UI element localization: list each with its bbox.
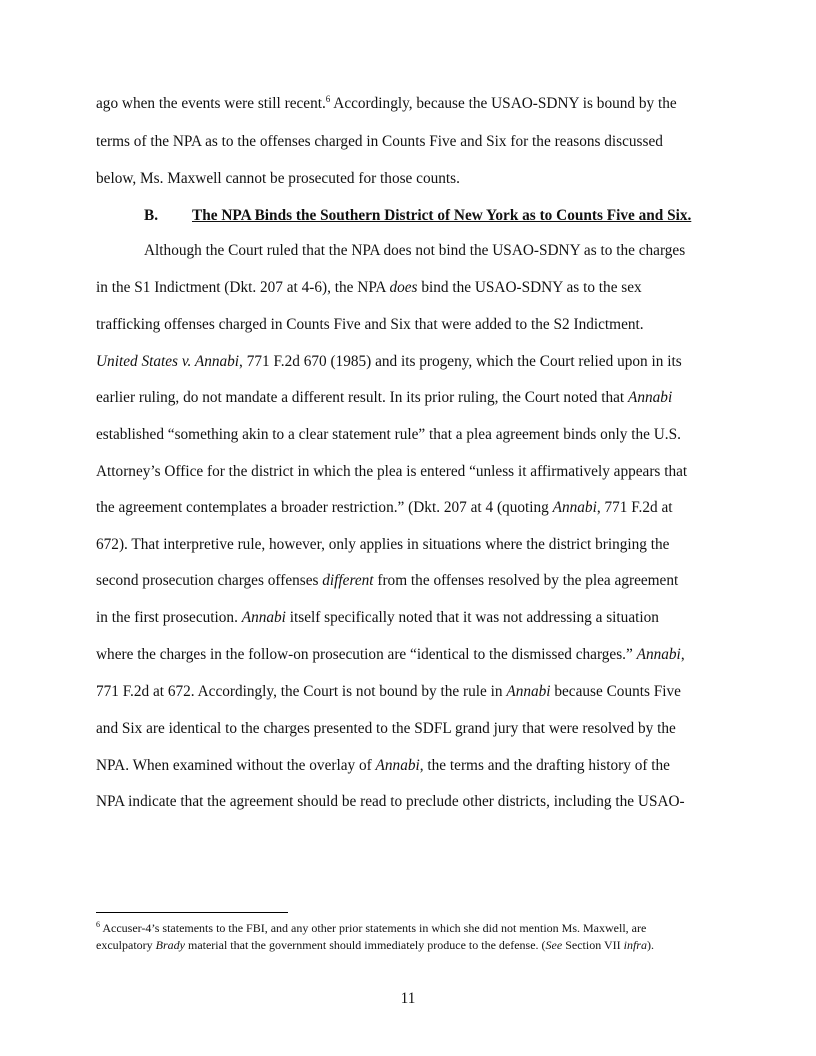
para-line bbox=[96, 756, 670, 776]
emphasis: does bbox=[389, 279, 418, 296]
text: Section VII bbox=[562, 938, 624, 952]
text: , 771 F.2d 670 (1985) and its progeny, which the Court relied upon in its bbox=[239, 353, 682, 370]
para-line: Attorney’s Office for the district in which the plea is entered “unless it affirmatively appears that bbox=[96, 463, 688, 480]
text: material that the government should immediately produce to the defense. ( bbox=[184, 938, 546, 952]
text: 771 F.2d at 672. Accordingly, the Court is not bound by the rule in bbox=[96, 683, 507, 700]
para-line: Although the Court ruled that the NPA does not bind the USAO-SDNY as to the charges bbox=[144, 242, 686, 259]
case-citation: United States v. Annabi bbox=[96, 353, 240, 370]
text: , bbox=[680, 646, 685, 663]
footnote-divider bbox=[96, 912, 288, 913]
text: ). bbox=[646, 938, 654, 952]
text: , 771 F.2d at bbox=[596, 499, 673, 516]
para-line bbox=[96, 571, 678, 591]
case-citation: Annabi bbox=[552, 499, 597, 516]
para-line bbox=[96, 608, 659, 628]
page-number: 11 bbox=[400, 990, 416, 1007]
text: in the S1 Indictment (Dkt. 207 at 4-6), the NPA bbox=[96, 279, 390, 296]
text: second prosecution charges offenses bbox=[96, 572, 323, 589]
text: bind the USAO-SDNY as to the sex bbox=[417, 279, 642, 296]
case-citation: Annabi bbox=[636, 646, 681, 663]
text: the agreement contemplates a broader restriction.” (Dkt. 207 at 4 (quoting bbox=[96, 499, 553, 516]
case-citation: Annabi bbox=[506, 683, 551, 700]
body-line: below, Ms. Maxwell cannot be prosecuted for those counts. bbox=[96, 170, 460, 187]
para-line bbox=[96, 278, 642, 298]
para-line: trafficking offenses charged in Counts Five and Six that were added to the S2 Indictment. bbox=[96, 316, 644, 333]
text: , the terms and the drafting history of the bbox=[419, 757, 670, 774]
para-line bbox=[96, 645, 685, 665]
para-line bbox=[96, 498, 673, 518]
case-citation: Annabi bbox=[375, 757, 420, 774]
section-title: The NPA Binds the Southern District of New York as to Counts Five and Six. bbox=[192, 207, 692, 224]
text: where the charges in the follow-on prosecution are “identical to the dismissed charges.” bbox=[96, 646, 637, 663]
text: NPA. When examined without the overlay of bbox=[96, 757, 376, 774]
text: exculpatory bbox=[96, 938, 156, 952]
emphasis: different bbox=[322, 572, 374, 589]
text: itself specifically noted that it was not addressing a situation bbox=[285, 609, 659, 626]
para-line: 672). That interpretive rule, however, only applies in situations where the district bringing the bbox=[96, 536, 670, 553]
para-line: NPA indicate that the agreement should be read to preclude other districts, including the USAO- bbox=[96, 793, 685, 810]
text: Accordingly, because the USAO-SDNY is bound by the bbox=[330, 95, 677, 112]
para-line bbox=[96, 352, 682, 372]
para-line: established “something akin to a clear statement rule” that a plea agreement binds only the U.S. bbox=[96, 426, 681, 443]
text: from the offenses resolved by the plea agreement bbox=[373, 572, 679, 589]
case-citation: Annabi bbox=[628, 389, 673, 406]
case-citation: Annabi bbox=[241, 609, 286, 626]
text: because Counts Five bbox=[550, 683, 681, 700]
text: ago when the events were still recent. bbox=[96, 95, 326, 112]
body-line bbox=[96, 94, 677, 114]
emphasis: infra bbox=[623, 938, 647, 952]
para-line bbox=[96, 388, 672, 408]
section-label: B. bbox=[144, 207, 159, 224]
text: Accuser-4’s statements to the FBI, and any other prior statements in which she did not mention Ms. Maxwell, are bbox=[100, 921, 647, 935]
para-line bbox=[96, 682, 681, 702]
text: in the first prosecution. bbox=[96, 609, 242, 626]
footnote-line bbox=[96, 937, 654, 954]
para-line: and Six are identical to the charges presented to the SDFL grand jury that were resolved by the bbox=[96, 720, 676, 737]
body-line: terms of the NPA as to the offenses charged in Counts Five and Six for the reasons discussed bbox=[96, 133, 663, 150]
footnote-line bbox=[96, 920, 646, 937]
section-heading bbox=[144, 206, 691, 226]
emphasis: See bbox=[545, 938, 563, 952]
emphasis: Brady bbox=[155, 938, 185, 952]
text: earlier ruling, do not mandate a different result. In its prior ruling, the Court noted that bbox=[96, 389, 628, 406]
footnote-ref[interactable]: 6 bbox=[325, 93, 331, 104]
footnote-number: 6 bbox=[96, 920, 100, 929]
